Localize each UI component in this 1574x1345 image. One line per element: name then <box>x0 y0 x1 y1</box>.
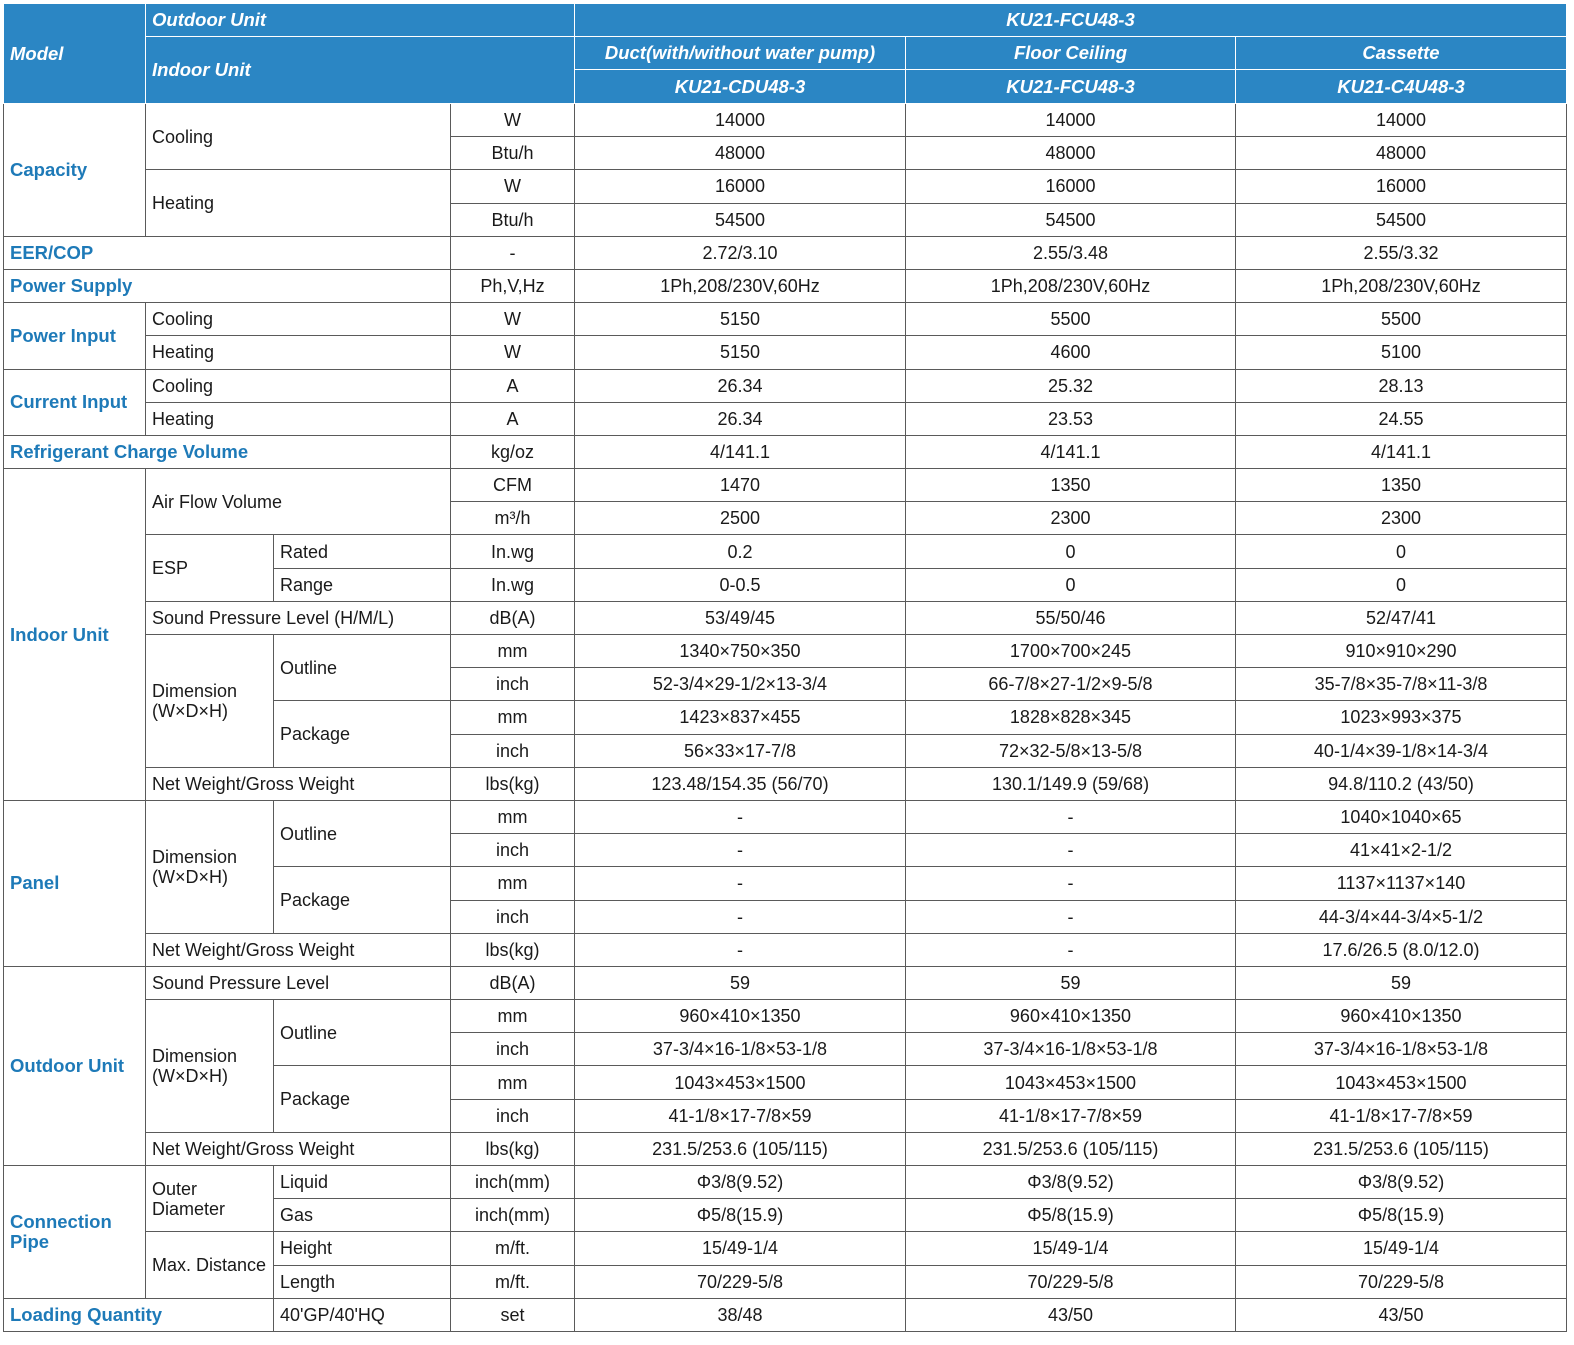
value-cell: 5500 <box>1236 303 1567 336</box>
outline-label: Outline <box>274 635 451 701</box>
value-cell: 0 <box>1236 535 1567 568</box>
value-cell: 14000 <box>1236 104 1567 137</box>
value-cell: 26.34 <box>575 369 906 402</box>
value-cell: 70/229-5/8 <box>575 1265 906 1298</box>
value-cell: - <box>906 900 1236 933</box>
refrigerant-label: Refrigerant Charge Volume <box>4 435 451 468</box>
indoor-model-cassette: KU21-C4U48-3 <box>1236 70 1567 104</box>
value-cell: 1043×453×1500 <box>575 1066 906 1099</box>
value-cell: 130.1/149.9 (59/68) <box>906 767 1236 800</box>
unit-cell: set <box>451 1298 575 1331</box>
value-cell: 14000 <box>575 104 906 137</box>
table-row <box>4 767 1567 800</box>
value-cell: 1023×993×375 <box>1236 701 1567 734</box>
value-cell: 70/229-5/8 <box>1236 1265 1567 1298</box>
value-cell: 1470 <box>575 469 906 502</box>
value-cell: 1423×837×455 <box>575 701 906 734</box>
value-cell: - <box>906 933 1236 966</box>
value-cell: 35-7/8×35-7/8×11-3/8 <box>1236 668 1567 701</box>
value-cell: 2.72/3.10 <box>575 236 906 269</box>
unit-cell: dB(A) <box>451 966 575 999</box>
value-cell: 54500 <box>1236 203 1567 236</box>
max-distance-label: Max. Distance <box>146 1232 274 1298</box>
unit-cell: lbs(kg) <box>451 1132 575 1165</box>
sub-label: Length <box>274 1265 451 1298</box>
unit-cell: A <box>451 402 575 435</box>
table-row <box>4 303 1567 336</box>
value-cell: 48000 <box>575 137 906 170</box>
value-cell: 54500 <box>906 203 1236 236</box>
value-cell: 41-1/8×17-7/8×59 <box>1236 1099 1567 1132</box>
value-cell: 52-3/4×29-1/2×13-3/4 <box>575 668 906 701</box>
sub-label: Height <box>274 1232 451 1265</box>
table-row <box>4 1298 1567 1331</box>
sub-label: Cooling <box>146 303 451 336</box>
value-cell: 5500 <box>906 303 1236 336</box>
table-row <box>4 1232 1567 1265</box>
value-cell: 5100 <box>1236 336 1567 369</box>
spl-label: Sound Pressure Level <box>146 966 451 999</box>
value-cell: 0.2 <box>575 535 906 568</box>
sub-label: Cooling <box>146 369 451 402</box>
value-cell: 28.13 <box>1236 369 1567 402</box>
value-cell: Φ3/8(9.52) <box>1236 1166 1567 1199</box>
dimension-label: Dimension (W×D×H) <box>146 635 274 768</box>
unit-cell: inch <box>451 668 575 701</box>
indoor-unit-label: Indoor Unit <box>4 469 146 801</box>
value-cell: 1Ph,208/230V,60Hz <box>906 269 1236 302</box>
value-cell: 16000 <box>906 170 1236 203</box>
table-row <box>4 635 1567 668</box>
table-row <box>4 1166 1567 1199</box>
package-label: Package <box>274 701 451 767</box>
value-cell: - <box>906 867 1236 900</box>
eer-label: EER/COP <box>4 236 451 269</box>
loading-quantity-label: Loading Quantity <box>4 1298 274 1331</box>
value-cell: 37-3/4×16-1/8×53-1/8 <box>575 1033 906 1066</box>
value-cell: 37-3/4×16-1/8×53-1/8 <box>906 1033 1236 1066</box>
type-header-floor-ceiling: Floor Ceiling <box>906 37 1236 70</box>
value-cell: 1137×1137×140 <box>1236 867 1567 900</box>
outline-label: Outline <box>274 1000 451 1066</box>
package-label: Package <box>274 1066 451 1132</box>
value-cell: 16000 <box>575 170 906 203</box>
unit-cell: inch <box>451 1099 575 1132</box>
value-cell: 0 <box>906 568 1236 601</box>
unit-cell: In.wg <box>451 568 575 601</box>
spl-label: Sound Pressure Level (H/M/L) <box>146 601 451 634</box>
value-cell: 0-0.5 <box>575 568 906 601</box>
unit-cell: CFM <box>451 469 575 502</box>
value-cell: 23.53 <box>906 402 1236 435</box>
table-row <box>4 1132 1567 1165</box>
unit-cell: mm <box>451 701 575 734</box>
value-cell: 59 <box>1236 966 1567 999</box>
value-cell: 43/50 <box>1236 1298 1567 1331</box>
unit-cell: W <box>451 336 575 369</box>
unit-cell: inch(mm) <box>451 1166 575 1199</box>
indoor-model-floor-ceiling: KU21-FCU48-3 <box>906 70 1236 104</box>
weight-label: Net Weight/Gross Weight <box>146 1132 451 1165</box>
dimension-label: Dimension (W×D×H) <box>146 1000 274 1133</box>
value-cell: Φ5/8(15.9) <box>575 1199 906 1232</box>
unit-cell: kg/oz <box>451 435 575 468</box>
value-cell: 38/48 <box>575 1298 906 1331</box>
outdoor-unit-header: Outdoor Unit <box>146 4 575 37</box>
value-cell: 2.55/3.32 <box>1236 236 1567 269</box>
unit-cell: Btu/h <box>451 137 575 170</box>
value-cell: 16000 <box>1236 170 1567 203</box>
value-cell: 37-3/4×16-1/8×53-1/8 <box>1236 1033 1567 1066</box>
value-cell: 123.48/154.35 (56/70) <box>575 767 906 800</box>
value-cell: Φ5/8(15.9) <box>1236 1199 1567 1232</box>
table-row <box>4 933 1567 966</box>
table-row <box>4 170 1567 203</box>
value-cell: 1043×453×1500 <box>906 1066 1236 1099</box>
value-cell: 1043×453×1500 <box>1236 1066 1567 1099</box>
unit-cell: mm <box>451 800 575 833</box>
unit-cell: mm <box>451 867 575 900</box>
indoor-unit-header: Indoor Unit <box>146 37 575 104</box>
table-row <box>4 469 1567 502</box>
value-cell: 231.5/253.6 (105/115) <box>1236 1132 1567 1165</box>
sub-label: Range <box>274 568 451 601</box>
value-cell: 43/50 <box>906 1298 1236 1331</box>
value-cell: 70/229-5/8 <box>906 1265 1236 1298</box>
value-cell: 56×33×17-7/8 <box>575 734 906 767</box>
table-row <box>4 535 1567 568</box>
value-cell: 48000 <box>906 137 1236 170</box>
value-cell: 15/49-1/4 <box>906 1232 1236 1265</box>
power-supply-label: Power Supply <box>4 269 451 302</box>
value-cell: 25.32 <box>906 369 1236 402</box>
table-row <box>4 966 1567 999</box>
unit-cell: mm <box>451 635 575 668</box>
unit-cell: Ph,V,Hz <box>451 269 575 302</box>
unit-cell: In.wg <box>451 535 575 568</box>
weight-label: Net Weight/Gross Weight <box>146 767 451 800</box>
table-row <box>4 402 1567 435</box>
outer-diameter-label: Outer Diameter <box>146 1166 274 1232</box>
value-cell: 52/47/41 <box>1236 601 1567 634</box>
value-cell: 41×41×2-1/2 <box>1236 834 1567 867</box>
value-cell: 1828×828×345 <box>906 701 1236 734</box>
unit-cell: mm <box>451 1000 575 1033</box>
value-cell: 53/49/45 <box>575 601 906 634</box>
sub-label: Heating <box>146 402 451 435</box>
value-cell: 1Ph,208/230V,60Hz <box>1236 269 1567 302</box>
value-cell: 72×32-5/8×13-5/8 <box>906 734 1236 767</box>
value-cell: 55/50/46 <box>906 601 1236 634</box>
value-cell: 0 <box>906 535 1236 568</box>
value-cell: 59 <box>575 966 906 999</box>
value-cell: Φ5/8(15.9) <box>906 1199 1236 1232</box>
value-cell: Φ3/8(9.52) <box>575 1166 906 1199</box>
value-cell: 4/141.1 <box>906 435 1236 468</box>
unit-cell: lbs(kg) <box>451 933 575 966</box>
unit-cell: m³/h <box>451 502 575 535</box>
value-cell: 2300 <box>906 502 1236 535</box>
unit-cell: W <box>451 104 575 137</box>
value-cell: - <box>906 800 1236 833</box>
value-cell: 41-1/8×17-7/8×59 <box>575 1099 906 1132</box>
value-cell: 0 <box>1236 568 1567 601</box>
spec-table <box>3 3 1567 1332</box>
unit-cell: W <box>451 170 575 203</box>
unit-cell: m/ft. <box>451 1265 575 1298</box>
table-row <box>4 269 1567 302</box>
value-cell: - <box>906 834 1236 867</box>
value-cell: 960×410×1350 <box>906 1000 1236 1033</box>
value-cell: 1700×700×245 <box>906 635 1236 668</box>
indoor-model-duct: KU21-CDU48-3 <box>575 70 906 104</box>
sub-label: Heating <box>146 336 451 369</box>
value-cell: - <box>575 867 906 900</box>
value-cell: - <box>575 933 906 966</box>
value-cell: 24.55 <box>1236 402 1567 435</box>
value-cell: 4/141.1 <box>575 435 906 468</box>
capacity-heating-label: Heating <box>146 170 451 236</box>
type-header-duct: Duct(with/without water pump) <box>575 37 906 70</box>
weight-label: Net Weight/Gross Weight <box>146 933 451 966</box>
value-cell: 910×910×290 <box>1236 635 1567 668</box>
value-cell: 1040×1040×65 <box>1236 800 1567 833</box>
unit-cell: W <box>451 303 575 336</box>
unit-cell: inch <box>451 834 575 867</box>
table-row <box>4 104 1567 137</box>
value-cell: 59 <box>906 966 1236 999</box>
value-cell: 48000 <box>1236 137 1567 170</box>
table-row <box>4 236 1567 269</box>
outdoor-model-header: KU21-FCU48-3 <box>575 4 1567 37</box>
value-cell: 4600 <box>906 336 1236 369</box>
sub-label: Rated <box>274 535 451 568</box>
unit-cell: inch(mm) <box>451 1199 575 1232</box>
value-cell: 1340×750×350 <box>575 635 906 668</box>
value-cell: 231.5/253.6 (105/115) <box>575 1132 906 1165</box>
value-cell: 15/49-1/4 <box>575 1232 906 1265</box>
table-row <box>4 336 1567 369</box>
unit-cell: m/ft. <box>451 1232 575 1265</box>
model-header: Model <box>4 4 146 104</box>
value-cell: 960×410×1350 <box>1236 1000 1567 1033</box>
unit-cell: - <box>451 236 575 269</box>
outdoor-unit-label: Outdoor Unit <box>4 966 146 1165</box>
value-cell: 1350 <box>906 469 1236 502</box>
unit-cell: lbs(kg) <box>451 767 575 800</box>
power-input-label: Power Input <box>4 303 146 369</box>
value-cell: 94.8/110.2 (43/50) <box>1236 767 1567 800</box>
dimension-label: Dimension (W×D×H) <box>146 800 274 933</box>
sub-label: Liquid <box>274 1166 451 1199</box>
value-cell: 4/141.1 <box>1236 435 1567 468</box>
value-cell: 41-1/8×17-7/8×59 <box>906 1099 1236 1132</box>
value-cell: 54500 <box>575 203 906 236</box>
unit-cell: A <box>451 369 575 402</box>
value-cell: 15/49-1/4 <box>1236 1232 1567 1265</box>
table-row <box>4 435 1567 468</box>
capacity-cooling-label: Cooling <box>146 104 451 170</box>
airflow-label: Air Flow Volume <box>146 469 451 535</box>
value-cell: 14000 <box>906 104 1236 137</box>
value-cell: 2.55/3.48 <box>906 236 1236 269</box>
panel-label: Panel <box>4 800 146 966</box>
sub-label: 40'GP/40'HQ <box>274 1298 451 1331</box>
value-cell: 1Ph,208/230V,60Hz <box>575 269 906 302</box>
value-cell: 960×410×1350 <box>575 1000 906 1033</box>
sub-label: Gas <box>274 1199 451 1232</box>
outline-label: Outline <box>274 800 451 866</box>
table-row <box>4 1000 1567 1033</box>
value-cell: Φ3/8(9.52) <box>906 1166 1236 1199</box>
value-cell: 44-3/4×44-3/4×5-1/2 <box>1236 900 1567 933</box>
unit-cell: inch <box>451 900 575 933</box>
unit-cell: dB(A) <box>451 601 575 634</box>
connection-pipe-label: Connection Pipe <box>4 1166 146 1299</box>
package-label: Package <box>274 867 451 933</box>
value-cell: 231.5/253.6 (105/115) <box>906 1132 1236 1165</box>
unit-cell: Btu/h <box>451 203 575 236</box>
type-header-cassette: Cassette <box>1236 37 1567 70</box>
esp-label: ESP <box>146 535 274 601</box>
value-cell: - <box>575 900 906 933</box>
unit-cell: inch <box>451 734 575 767</box>
current-input-label: Current Input <box>4 369 146 435</box>
value-cell: - <box>575 834 906 867</box>
value-cell: 26.34 <box>575 402 906 435</box>
value-cell: 1350 <box>1236 469 1567 502</box>
capacity-label: Capacity <box>4 104 146 237</box>
value-cell: 17.6/26.5 (8.0/12.0) <box>1236 933 1567 966</box>
value-cell: 5150 <box>575 303 906 336</box>
value-cell: 2300 <box>1236 502 1567 535</box>
table-row <box>4 601 1567 634</box>
unit-cell: inch <box>451 1033 575 1066</box>
unit-cell: mm <box>451 1066 575 1099</box>
table-row <box>4 800 1567 833</box>
value-cell: 5150 <box>575 336 906 369</box>
value-cell: - <box>575 800 906 833</box>
value-cell: 2500 <box>575 502 906 535</box>
table-row <box>4 369 1567 402</box>
value-cell: 66-7/8×27-1/2×9-5/8 <box>906 668 1236 701</box>
value-cell: 40-1/4×39-1/8×14-3/4 <box>1236 734 1567 767</box>
